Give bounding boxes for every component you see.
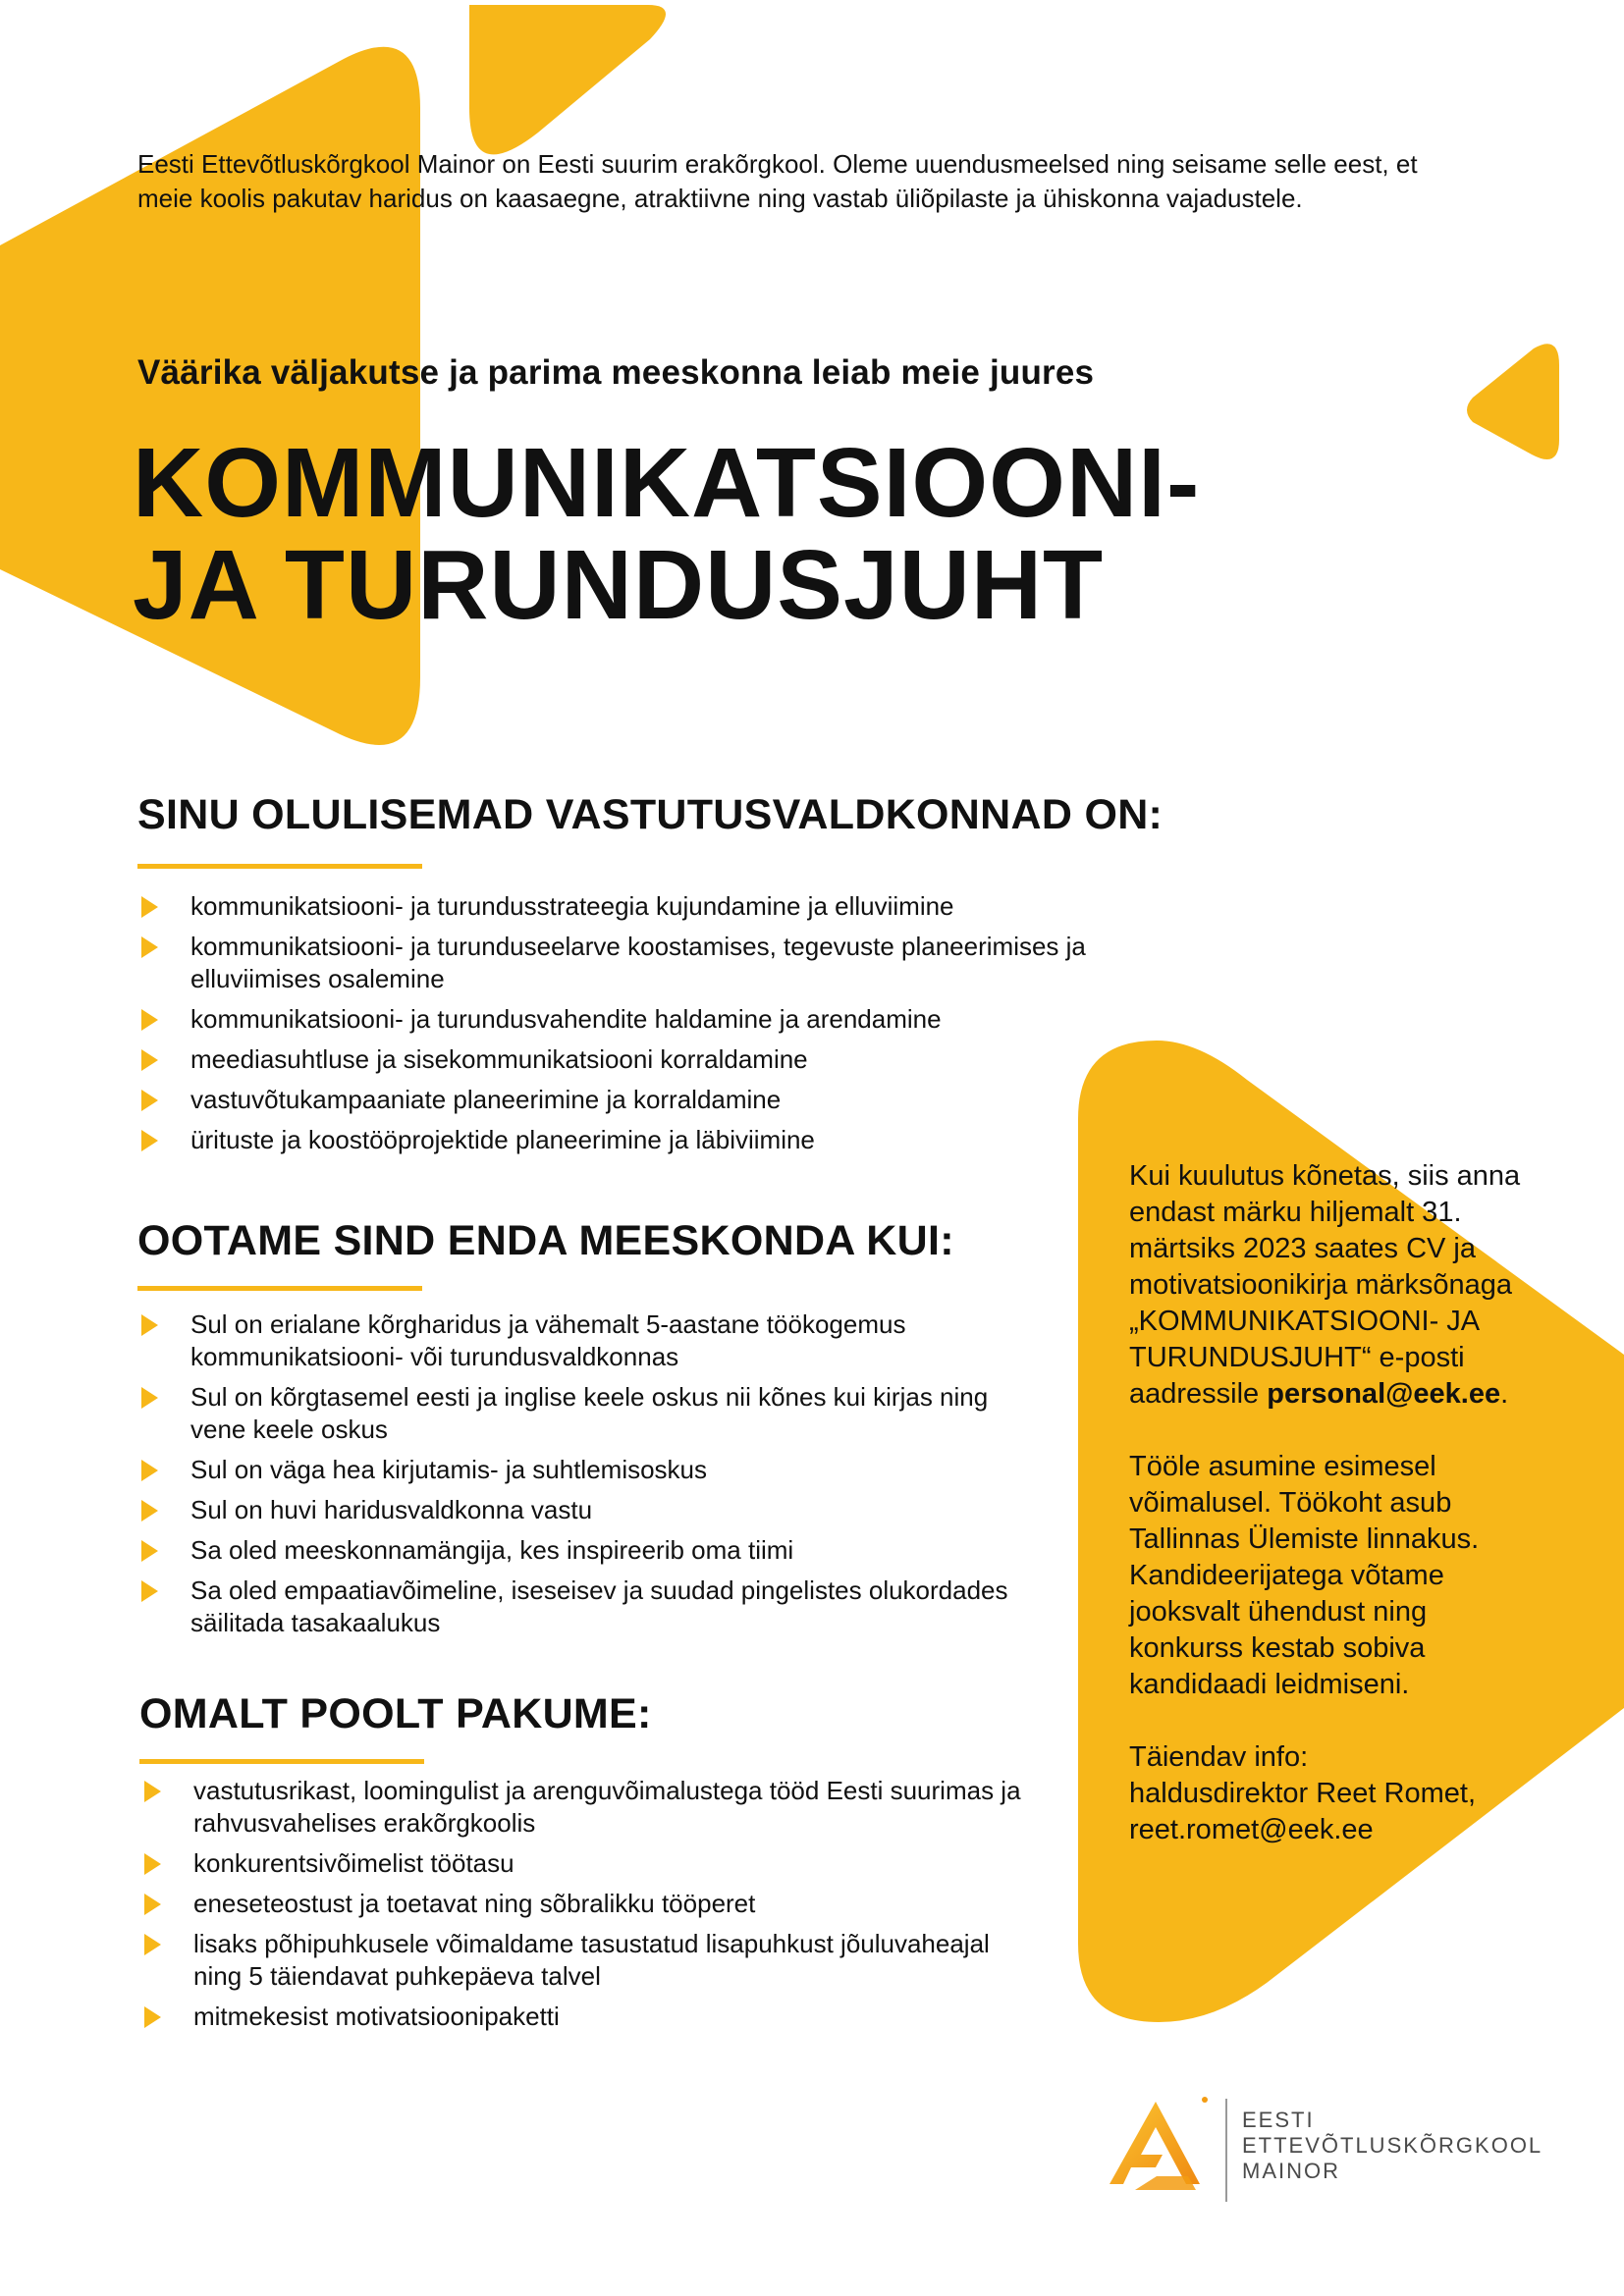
list-item — [139, 1003, 1180, 1036]
logo-wordmark — [1242, 2108, 1543, 2184]
list-item — [139, 1494, 1023, 1526]
requirements-list — [139, 1308, 1023, 1647]
responsibilities-list — [139, 890, 1180, 1164]
contact-person: haldusdirektor Reet Romet, — [1129, 1778, 1476, 1809]
logo-line-3: MAINOR — [1242, 2159, 1340, 2183]
bullet-triangle-icon — [141, 1540, 158, 1562]
bullet-triangle-icon — [141, 1130, 158, 1151]
list-item — [142, 1775, 1026, 1840]
list-item-text: meediasuhtluse ja sisekommunikatsiooni korraldamine — [190, 1044, 808, 1074]
apply-text: Kui kuulutus kõnetas, siis anna endast märku hiljemalt 31. märtsiks 2023 saates CV ja motivatsioonikirja märksõnaga „KOMMUNIKATSIOONI- JA TURUNDUSJUHT“ e-posti aadressile — [1129, 1160, 1521, 1410]
section-divider — [137, 1286, 422, 1291]
list-item-text: mitmekesist motivatsioonipaketti — [193, 2002, 560, 2031]
list-item-text: konkurentsivõimelist töötasu — [193, 1848, 514, 1878]
bullet-triangle-icon — [141, 1580, 158, 1602]
bullet-triangle-icon — [141, 936, 158, 958]
bullet-triangle-icon — [144, 1781, 161, 1802]
logo-divider — [1225, 2099, 1227, 2202]
contact-label: Täiendav info: — [1129, 1741, 1309, 1773]
list-item — [142, 1847, 1026, 1880]
list-item-text: Sul on erialane kõrgharidus ja vähemalt 5-aastane töökogemus kommunikatsiooni- või turundusvaldkonnas — [190, 1309, 906, 1371]
list-item-text: kommunikatsiooni- ja turundusvahendite haldamine ja arendamine — [190, 1004, 942, 1034]
bullet-triangle-icon — [141, 1500, 158, 1522]
apply-email-link[interactable]: personal@eek.ee — [1267, 1378, 1501, 1410]
section-heading-responsibilities: SINU OLULISEMAD VASTUTUSVALDKONNAD ON: — [137, 791, 1164, 838]
bullet-triangle-icon — [144, 1934, 161, 1955]
contact-info — [1129, 1739, 1532, 1848]
bullet-triangle-icon — [144, 2006, 161, 2028]
list-item — [142, 1928, 1026, 1993]
list-item-text: kommunikatsiooni- ja turunduseelarve koostamises, tegevuste planeerimises ja elluviimises osalemine — [190, 932, 1086, 993]
list-item — [139, 1381, 1023, 1446]
bullet-triangle-icon — [141, 1460, 158, 1481]
tagline: Väärika väljakutse ja parima meeskonna leiab meie juures — [137, 353, 1095, 392]
list-item-text: vastuvõtukampaaniate planeerimine ja korraldamine — [190, 1085, 782, 1114]
bullet-triangle-icon — [144, 1894, 161, 1915]
list-item-text: Sul on huvi haridusvaldkonna vastu — [190, 1495, 593, 1524]
bullet-triangle-icon — [144, 1853, 161, 1875]
list-item-text: eneseteostust ja toetavat ning sõbralikku tööperet — [193, 1889, 756, 1918]
list-item — [139, 1084, 1180, 1116]
section-divider — [139, 1759, 424, 1764]
apply-end: . — [1500, 1378, 1509, 1410]
start-info: Tööle asumine esimesel võimalusel. Töökoht asub Tallinnas Ülemiste linnakus. Kandideerijatega võtame jooksvalt ühendust ning konkurss kestab sobiva kandidaadi leidmiseni. — [1129, 1451, 1480, 1700]
section-heading-offer: OMALT POOLT PAKUME: — [139, 1690, 652, 1737]
bullet-triangle-icon — [141, 1314, 158, 1336]
top-triangle-shape — [469, 5, 666, 154]
logo-line-1: EESTI — [1242, 2108, 1315, 2132]
list-item-text: ürituste ja koostööprojektide planeerimine ja läbiviimine — [190, 1125, 815, 1154]
job-title — [133, 428, 1201, 640]
list-item — [139, 1575, 1023, 1639]
mainor-triangle-logo-icon — [1102, 2094, 1210, 2202]
list-item-text: Sa oled meeskonnamängija, kes inspireerib oma tiimi — [190, 1535, 794, 1565]
bullet-triangle-icon — [141, 896, 158, 918]
list-item-text: Sul on väga hea kirjutamis- ja suhtlemisoskus — [190, 1455, 708, 1484]
bullet-triangle-icon — [141, 1387, 158, 1409]
intro-paragraph: Eesti Ettevõtluskõrgkool Mainor on Eesti suurim erakõrgkool. Oleme uuendusmeelsed ning seisame selle eest, et meie koolis pakutav haridus on kaasaegne, atraktiivne ning vastab üliõpilaste ja ühiskonna vajadustele. — [137, 149, 1418, 213]
list-item-text: Sul on kõrgtasemel eesti ja inglise keele oskus nii kõnes kui kirjas ning vene keele oskus — [190, 1382, 989, 1444]
contact-email-link[interactable]: reet.romet@eek.ee — [1129, 1814, 1374, 1845]
list-item-text: kommunikatsiooni- ja turundusstrateegia kujundamine ja elluviimine — [190, 891, 954, 921]
list-item-text: Sa oled empaatiavõimeline, iseseisev ja suudad pingelistes olukordades säilitada tasakaalukus — [190, 1575, 1008, 1637]
bullet-triangle-icon — [141, 1049, 158, 1071]
list-item — [139, 1308, 1023, 1373]
list-item — [139, 931, 1180, 995]
list-item — [142, 2001, 1026, 2033]
list-item-text: lisaks põhipuhkusele võimaldame tasustatud lisapuhkust jõuluvaheajal ning 5 täiendavat puhkepäeva talvel — [193, 1929, 990, 1991]
list-item — [142, 1888, 1026, 1920]
list-item — [139, 1454, 1023, 1486]
right-triangle-shape — [1467, 344, 1559, 459]
list-item — [139, 1124, 1180, 1156]
list-item — [139, 890, 1180, 923]
job-title-line-2: JA TURUNDUSJUHT — [133, 530, 1105, 640]
list-item — [139, 1043, 1180, 1076]
logo-line-2: ETTEVÕTLUSKÕRGKOOL — [1242, 2133, 1543, 2158]
section-divider — [137, 864, 422, 869]
section-heading-requirements: OOTAME SIND ENDA MEESKONDA KUI: — [137, 1217, 954, 1264]
bullet-triangle-icon — [141, 1090, 158, 1111]
job-title-line-1: KOMMUNIKATSIOONI- — [133, 428, 1201, 538]
apply-instructions — [1129, 1158, 1532, 1413]
bullet-triangle-icon — [141, 1009, 158, 1031]
list-item — [139, 1534, 1023, 1567]
list-item-text: vastutusrikast, loomingulist ja arenguvõimalustega tööd Eesti suurimas ja rahvusvahelises erakõrgkoolis — [193, 1776, 1021, 1838]
application-info-box — [1129, 1158, 1532, 1848]
offer-list — [142, 1775, 1026, 2041]
